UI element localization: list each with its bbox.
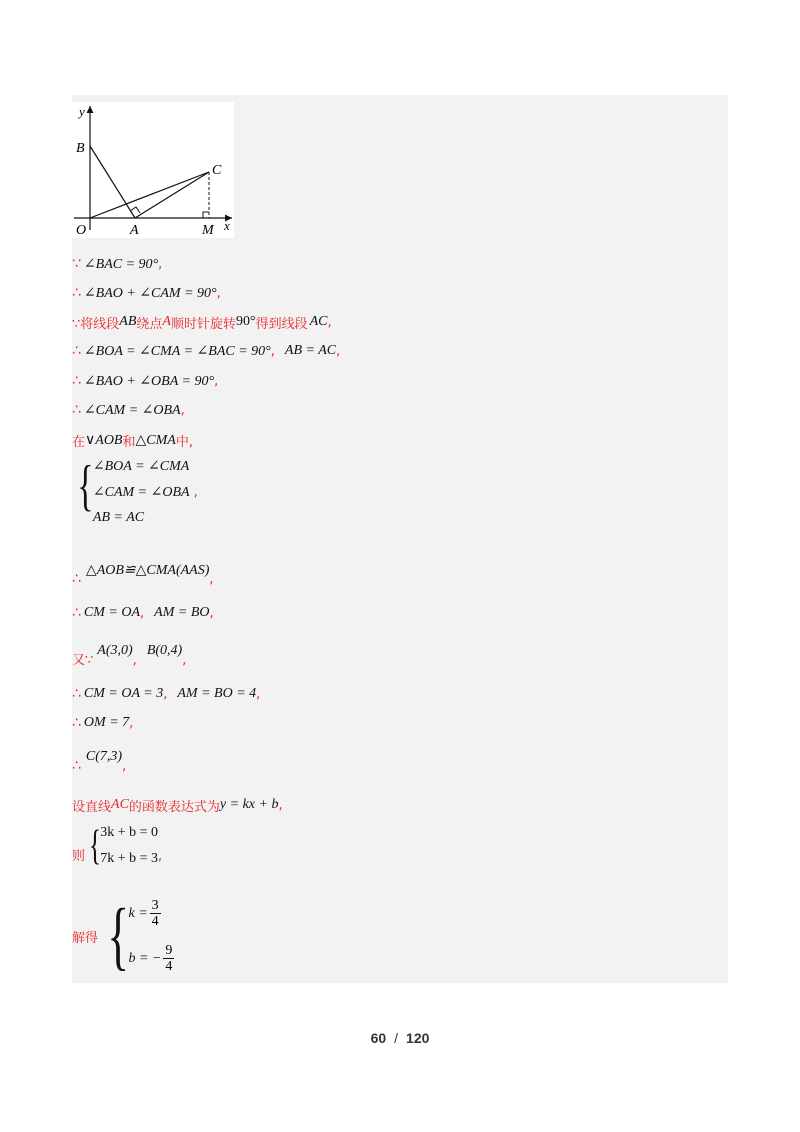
comma: , xyxy=(163,686,168,702)
text-prefix: 又∵ xyxy=(72,653,94,668)
therefore-symbol: ∴ xyxy=(72,686,80,702)
math-expr-2: AM = BO = 4 xyxy=(177,686,257,701)
equation-system xyxy=(85,825,158,867)
math-expr-1: CM = OA xyxy=(83,605,141,620)
step-line-6 xyxy=(72,396,185,424)
segment-OC xyxy=(90,172,209,218)
geometry-figure xyxy=(72,102,234,238)
step-line-9 xyxy=(72,553,214,587)
fraction xyxy=(163,943,174,974)
step-line-7 xyxy=(72,426,193,454)
system-row: ∠CAM = ∠OBA xyxy=(92,485,190,500)
equation-row: 3k + b = 0 xyxy=(100,825,158,840)
therefore-symbol: ∴ xyxy=(72,571,80,587)
triangle-CMA: △CMA xyxy=(135,432,176,448)
text-prefix: ∵将线段 xyxy=(72,316,120,332)
therefore-symbol: ∴ xyxy=(72,285,80,301)
math-expr-1: CM = OA = 3 xyxy=(83,686,164,701)
function-expr: y = kx + b xyxy=(219,797,279,812)
step-line-3 xyxy=(72,308,332,336)
segment-AC: AC xyxy=(309,314,328,329)
solution-system xyxy=(100,894,176,978)
comma: , xyxy=(256,686,261,702)
label-B: B xyxy=(76,141,85,156)
numerator: 9 xyxy=(165,943,173,958)
step-line-16 xyxy=(72,824,162,868)
left-brace: { xyxy=(89,823,102,869)
denominator: 4 xyxy=(165,959,173,974)
math-expr: ∠CAM = ∠OBA xyxy=(83,402,181,418)
text-mid: 的函数表达式为 xyxy=(128,799,220,815)
segment-AB: AB xyxy=(119,314,137,329)
comma: , xyxy=(157,849,163,864)
comma: , xyxy=(129,715,134,731)
comma: , xyxy=(327,314,332,330)
step-line-14 xyxy=(72,740,126,774)
comma: , xyxy=(336,343,341,359)
point-A-coord: A(3,0) xyxy=(97,643,133,658)
text-mid2: 顺时针旋转 xyxy=(170,316,236,332)
page-number xyxy=(0,1030,800,1046)
segment-BA xyxy=(90,146,135,218)
therefore-symbol: ∴ xyxy=(72,343,80,359)
left-brace: { xyxy=(77,455,94,517)
comma: , xyxy=(132,653,137,668)
triangle-AOB: ∨AOB xyxy=(85,432,123,448)
comma: , xyxy=(158,256,163,272)
math-expr: ∠BAO + ∠OBA = 90° xyxy=(83,373,215,389)
page-current: 60 xyxy=(370,1030,387,1046)
system-row: ∠BOA = ∠CMA xyxy=(92,459,190,474)
step-line-2 xyxy=(72,279,221,307)
step-line-15 xyxy=(72,791,283,819)
right-angle-M xyxy=(203,212,209,218)
system-row: AB = AC xyxy=(92,510,145,525)
text-mid3: 得到线段 xyxy=(255,316,308,332)
step-line-1 xyxy=(72,250,162,278)
math-expr-2: AM = BO xyxy=(154,605,210,620)
congruence-system xyxy=(72,455,198,526)
b-lhs: b = − xyxy=(128,950,162,966)
therefore-symbol: ∴ xyxy=(72,715,80,731)
label-M: M xyxy=(202,223,214,238)
because-symbol: ∵ xyxy=(72,256,80,272)
therefore-symbol: ∴ xyxy=(72,605,80,621)
label-x: x xyxy=(224,218,230,233)
label-A: A xyxy=(130,223,139,238)
math-expr-2: AB = AC xyxy=(284,343,337,358)
equation-row: 7k + b = 3 xyxy=(100,851,158,866)
solution-b xyxy=(129,943,177,974)
label-C: C xyxy=(212,163,222,178)
comma: , xyxy=(214,373,219,389)
fraction xyxy=(150,898,161,929)
step-line-5 xyxy=(72,367,218,395)
solution-k xyxy=(129,898,177,929)
step-line-10 xyxy=(72,599,214,627)
k-lhs: k = xyxy=(128,905,148,921)
line-AC: AC xyxy=(111,797,129,812)
step-line-4 xyxy=(72,337,340,365)
page-total: 120 xyxy=(406,1030,430,1046)
point-C-coord: C(7,3) xyxy=(85,749,123,764)
comma: , xyxy=(216,285,221,301)
text-and: 和 xyxy=(122,434,136,450)
math-expr: OM = 7 xyxy=(83,715,130,730)
figure-svg xyxy=(72,102,234,238)
angle-90: 90° xyxy=(235,314,256,329)
step-line-17 xyxy=(72,894,176,978)
label-O: O xyxy=(76,223,87,238)
text-prefix: 在 xyxy=(72,434,86,450)
therefore-symbol: ∴ xyxy=(72,758,80,774)
math-expr-1: ∠BOA = ∠CMA = ∠BAC = 90° xyxy=(83,343,271,359)
comma: , xyxy=(193,484,198,500)
step-line-11 xyxy=(72,634,186,668)
denominator: 4 xyxy=(151,914,159,929)
numerator: 3 xyxy=(151,898,159,913)
point-B-coord: B(0,4) xyxy=(146,643,183,658)
therefore-symbol: ∴ xyxy=(72,402,80,418)
text-prefix: 设直线 xyxy=(72,799,112,815)
comma: , xyxy=(278,797,283,813)
comma: , xyxy=(209,605,214,621)
math-expr: ∠BAC = 90° xyxy=(83,256,159,272)
text-suffix: 中, xyxy=(175,434,193,450)
text-prefix: 解得 xyxy=(72,930,99,946)
step-line-13 xyxy=(72,709,133,737)
page-separator: / xyxy=(394,1030,399,1046)
therefore-symbol: ∴ xyxy=(72,373,80,389)
label-y: y xyxy=(79,104,85,119)
comma: , xyxy=(122,759,127,774)
point-A: A xyxy=(162,314,171,329)
text-mid: 绕点 xyxy=(136,316,163,332)
congruence-expr: △AOB≌△CMA(AAS) xyxy=(85,562,210,578)
comma: , xyxy=(140,605,145,621)
segment-AC xyxy=(135,172,209,218)
comma: , xyxy=(270,343,275,359)
comma: , xyxy=(182,653,187,668)
math-expr: ∠BAO + ∠CAM = 90° xyxy=(83,285,217,301)
comma: , xyxy=(180,402,185,418)
left-brace: { xyxy=(107,894,130,978)
step-line-12 xyxy=(72,680,260,708)
comma: , xyxy=(209,572,214,587)
text-prefix: 则 xyxy=(72,849,86,864)
